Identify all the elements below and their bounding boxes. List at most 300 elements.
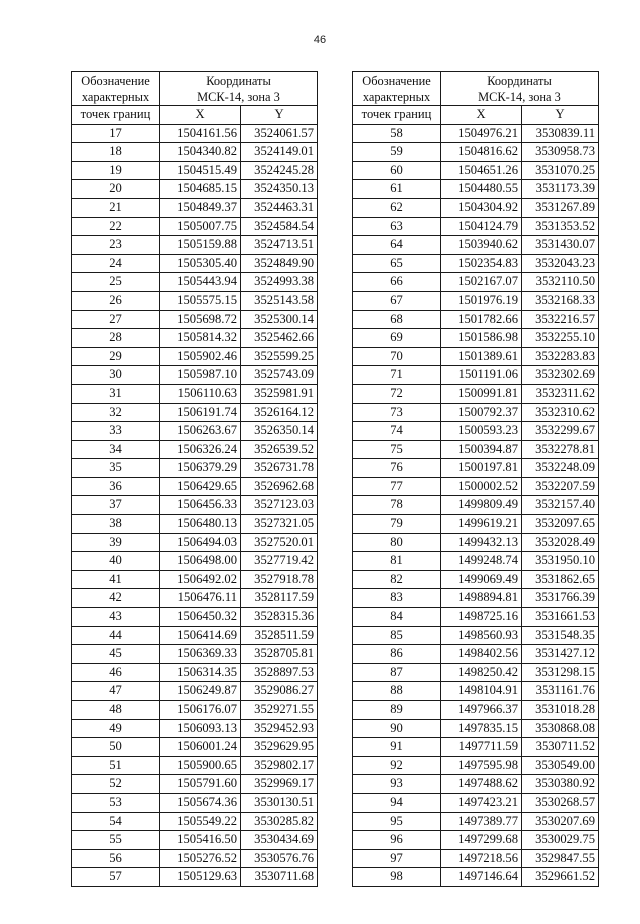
x-coordinate-cell: 1499432.13 bbox=[441, 533, 522, 552]
y-coordinate-cell: 3532207.59 bbox=[522, 477, 599, 496]
point-number-cell: 48 bbox=[72, 701, 160, 720]
point-number-cell: 55 bbox=[72, 831, 160, 850]
x-coordinate-cell: 1500197.81 bbox=[441, 459, 522, 478]
point-number-cell: 95 bbox=[353, 812, 441, 831]
point-number-cell: 47 bbox=[72, 682, 160, 701]
point-number-cell: 42 bbox=[72, 589, 160, 608]
x-coordinate-cell: 1498402.56 bbox=[441, 645, 522, 664]
table-row bbox=[72, 756, 318, 775]
x-coordinate-cell: 1504304.92 bbox=[441, 198, 522, 217]
point-number-cell: 67 bbox=[353, 291, 441, 310]
x-coordinate-cell: 1506001.24 bbox=[160, 738, 241, 757]
y-coordinate-cell: 3524061.57 bbox=[241, 124, 318, 143]
y-coordinate-cell: 3530029.75 bbox=[522, 831, 599, 850]
y-coordinate-cell: 3532278.81 bbox=[522, 440, 599, 459]
x-coordinate-cell: 1505007.75 bbox=[160, 217, 241, 236]
table-row bbox=[353, 533, 599, 552]
table-row bbox=[353, 459, 599, 478]
table-row bbox=[353, 849, 599, 868]
x-coordinate-cell: 1505902.46 bbox=[160, 347, 241, 366]
x-coordinate-cell: 1506314.35 bbox=[160, 663, 241, 682]
table-row bbox=[353, 626, 599, 645]
x-coordinate-cell: 1497423.21 bbox=[441, 793, 522, 812]
point-number-cell: 20 bbox=[72, 180, 160, 199]
x-coordinate-cell: 1504340.82 bbox=[160, 143, 241, 162]
header-y: Y bbox=[522, 106, 599, 125]
x-coordinate-cell: 1497488.62 bbox=[441, 775, 522, 794]
table-row bbox=[72, 793, 318, 812]
point-number-cell: 52 bbox=[72, 775, 160, 794]
x-coordinate-cell: 1500991.81 bbox=[441, 384, 522, 403]
x-coordinate-cell: 1506456.33 bbox=[160, 496, 241, 515]
point-number-cell: 91 bbox=[353, 738, 441, 757]
point-number-cell: 63 bbox=[353, 217, 441, 236]
y-coordinate-cell: 3529969.17 bbox=[241, 775, 318, 794]
point-number-cell: 84 bbox=[353, 608, 441, 627]
x-coordinate-cell: 1504480.55 bbox=[441, 180, 522, 199]
x-coordinate-cell: 1505305.40 bbox=[160, 254, 241, 273]
table-row bbox=[72, 217, 318, 236]
table-row bbox=[72, 589, 318, 608]
x-coordinate-cell: 1506476.11 bbox=[160, 589, 241, 608]
header-coordinates bbox=[160, 72, 318, 106]
x-coordinate-cell: 1501586.98 bbox=[441, 329, 522, 348]
table-row bbox=[353, 403, 599, 422]
header-point-line: Обозначение bbox=[81, 74, 150, 88]
table-row bbox=[353, 310, 599, 329]
table-row bbox=[353, 608, 599, 627]
y-coordinate-cell: 3531766.39 bbox=[522, 589, 599, 608]
y-coordinate-cell: 3530130.51 bbox=[241, 793, 318, 812]
point-number-cell: 75 bbox=[353, 440, 441, 459]
x-coordinate-cell: 1506480.13 bbox=[160, 515, 241, 534]
y-coordinate-cell: 3531430.07 bbox=[522, 236, 599, 255]
y-coordinate-cell: 3531267.89 bbox=[522, 198, 599, 217]
x-coordinate-cell: 1501782.66 bbox=[441, 310, 522, 329]
y-coordinate-cell: 3531548.35 bbox=[522, 626, 599, 645]
table-row bbox=[72, 701, 318, 720]
point-number-cell: 77 bbox=[353, 477, 441, 496]
point-number-cell: 66 bbox=[353, 273, 441, 292]
y-coordinate-cell: 3532283.83 bbox=[522, 347, 599, 366]
point-number-cell: 43 bbox=[72, 608, 160, 627]
y-coordinate-cell: 3531173.39 bbox=[522, 180, 599, 199]
y-coordinate-cell: 3529661.52 bbox=[522, 868, 599, 887]
x-coordinate-cell: 1498725.16 bbox=[441, 608, 522, 627]
table-row bbox=[72, 161, 318, 180]
table-row bbox=[353, 347, 599, 366]
point-number-cell: 93 bbox=[353, 775, 441, 794]
y-coordinate-cell: 3530285.82 bbox=[241, 812, 318, 831]
point-number-cell: 69 bbox=[353, 329, 441, 348]
header-coordinates-line: МСК-14, зона 3 bbox=[197, 90, 280, 104]
y-coordinate-cell: 3532216.57 bbox=[522, 310, 599, 329]
point-number-cell: 85 bbox=[353, 626, 441, 645]
point-number-cell: 82 bbox=[353, 570, 441, 589]
table-row bbox=[72, 570, 318, 589]
table-row bbox=[72, 775, 318, 794]
y-coordinate-cell: 3531070.25 bbox=[522, 161, 599, 180]
table-row bbox=[72, 626, 318, 645]
point-number-cell: 51 bbox=[72, 756, 160, 775]
point-number-cell: 25 bbox=[72, 273, 160, 292]
x-coordinate-cell: 1505987.10 bbox=[160, 366, 241, 385]
y-coordinate-cell: 3531427.12 bbox=[522, 645, 599, 664]
header-coordinates-line: МСК-14, зона 3 bbox=[478, 90, 561, 104]
table-row bbox=[353, 161, 599, 180]
point-number-cell: 60 bbox=[353, 161, 441, 180]
point-number-cell: 64 bbox=[353, 236, 441, 255]
point-number-cell: 40 bbox=[72, 552, 160, 571]
y-coordinate-cell: 3526962.68 bbox=[241, 477, 318, 496]
table-row bbox=[72, 347, 318, 366]
y-coordinate-cell: 3531018.28 bbox=[522, 701, 599, 720]
point-number-cell: 76 bbox=[353, 459, 441, 478]
y-coordinate-cell: 3524993.38 bbox=[241, 273, 318, 292]
point-number-cell: 33 bbox=[72, 422, 160, 441]
y-coordinate-cell: 3530958.73 bbox=[522, 143, 599, 162]
table-row bbox=[72, 198, 318, 217]
header-point-designation bbox=[72, 72, 160, 106]
table-row bbox=[353, 440, 599, 459]
coordinates-table-left bbox=[71, 71, 318, 887]
point-number-cell: 58 bbox=[353, 124, 441, 143]
table-row bbox=[72, 515, 318, 534]
point-number-cell: 19 bbox=[72, 161, 160, 180]
x-coordinate-cell: 1497711.59 bbox=[441, 738, 522, 757]
table-row bbox=[72, 645, 318, 664]
table-row bbox=[72, 236, 318, 255]
x-coordinate-cell: 1500593.23 bbox=[441, 422, 522, 441]
x-coordinate-cell: 1500002.52 bbox=[441, 477, 522, 496]
y-coordinate-cell: 3528511.59 bbox=[241, 626, 318, 645]
point-number-cell: 73 bbox=[353, 403, 441, 422]
table-row bbox=[72, 496, 318, 515]
x-coordinate-cell: 1502167.07 bbox=[441, 273, 522, 292]
header-coordinates-line: Координаты bbox=[206, 74, 271, 88]
y-coordinate-cell: 3531161.76 bbox=[522, 682, 599, 701]
y-coordinate-cell: 3530868.08 bbox=[522, 719, 599, 738]
point-number-cell: 86 bbox=[353, 645, 441, 664]
table-row bbox=[353, 273, 599, 292]
x-coordinate-cell: 1505900.65 bbox=[160, 756, 241, 775]
y-coordinate-cell: 3525981.91 bbox=[241, 384, 318, 403]
point-number-cell: 22 bbox=[72, 217, 160, 236]
point-number-cell: 57 bbox=[72, 868, 160, 887]
point-number-cell: 29 bbox=[72, 347, 160, 366]
table-row bbox=[353, 329, 599, 348]
table-row bbox=[72, 719, 318, 738]
x-coordinate-cell: 1504651.26 bbox=[441, 161, 522, 180]
table-row bbox=[353, 236, 599, 255]
x-coordinate-cell: 1506414.69 bbox=[160, 626, 241, 645]
x-coordinate-cell: 1506176.07 bbox=[160, 701, 241, 720]
y-coordinate-cell: 3526164.12 bbox=[241, 403, 318, 422]
table-row bbox=[72, 533, 318, 552]
point-number-cell: 80 bbox=[353, 533, 441, 552]
x-coordinate-cell: 1506379.29 bbox=[160, 459, 241, 478]
table-row bbox=[72, 831, 318, 850]
point-number-cell: 41 bbox=[72, 570, 160, 589]
y-coordinate-cell: 3524245.28 bbox=[241, 161, 318, 180]
table-row bbox=[353, 477, 599, 496]
y-coordinate-cell: 3529452.93 bbox=[241, 719, 318, 738]
x-coordinate-cell: 1498560.93 bbox=[441, 626, 522, 645]
x-coordinate-cell: 1497299.68 bbox=[441, 831, 522, 850]
table-row bbox=[72, 403, 318, 422]
header-point-designation bbox=[353, 72, 441, 106]
point-number-cell: 54 bbox=[72, 812, 160, 831]
x-coordinate-cell: 1505416.50 bbox=[160, 831, 241, 850]
header-y: Y bbox=[241, 106, 318, 125]
x-coordinate-cell: 1506263.67 bbox=[160, 422, 241, 441]
point-number-cell: 26 bbox=[72, 291, 160, 310]
y-coordinate-cell: 3524350.13 bbox=[241, 180, 318, 199]
x-coordinate-cell: 1505443.94 bbox=[160, 273, 241, 292]
table-row bbox=[353, 496, 599, 515]
table-row bbox=[72, 812, 318, 831]
y-coordinate-cell: 3532157.40 bbox=[522, 496, 599, 515]
y-coordinate-cell: 3531862.65 bbox=[522, 570, 599, 589]
y-coordinate-cell: 3531353.52 bbox=[522, 217, 599, 236]
y-coordinate-cell: 3524149.01 bbox=[241, 143, 318, 162]
point-number-cell: 87 bbox=[353, 663, 441, 682]
table-row bbox=[72, 608, 318, 627]
y-coordinate-cell: 3532310.62 bbox=[522, 403, 599, 422]
x-coordinate-cell: 1504161.56 bbox=[160, 124, 241, 143]
table-row bbox=[353, 217, 599, 236]
table-row bbox=[72, 180, 318, 199]
table-row bbox=[353, 831, 599, 850]
y-coordinate-cell: 3529629.95 bbox=[241, 738, 318, 757]
table-row bbox=[353, 663, 599, 682]
point-number-cell: 59 bbox=[353, 143, 441, 162]
table-row bbox=[72, 459, 318, 478]
y-coordinate-cell: 3524463.31 bbox=[241, 198, 318, 217]
table-row bbox=[72, 143, 318, 162]
point-number-cell: 34 bbox=[72, 440, 160, 459]
y-coordinate-cell: 3530549.00 bbox=[522, 756, 599, 775]
x-coordinate-cell: 1499809.49 bbox=[441, 496, 522, 515]
table-row bbox=[72, 849, 318, 868]
table-row bbox=[72, 868, 318, 887]
header-coordinates bbox=[441, 72, 599, 106]
x-coordinate-cell: 1500792.37 bbox=[441, 403, 522, 422]
table-row bbox=[72, 682, 318, 701]
x-coordinate-cell: 1497218.56 bbox=[441, 849, 522, 868]
point-number-cell: 72 bbox=[353, 384, 441, 403]
table-row bbox=[353, 515, 599, 534]
point-number-cell: 68 bbox=[353, 310, 441, 329]
y-coordinate-cell: 3525300.14 bbox=[241, 310, 318, 329]
y-coordinate-cell: 3532311.62 bbox=[522, 384, 599, 403]
point-number-cell: 81 bbox=[353, 552, 441, 571]
y-coordinate-cell: 3525599.25 bbox=[241, 347, 318, 366]
point-number-cell: 92 bbox=[353, 756, 441, 775]
table-row bbox=[353, 645, 599, 664]
y-coordinate-cell: 3527123.03 bbox=[241, 496, 318, 515]
x-coordinate-cell: 1497389.77 bbox=[441, 812, 522, 831]
point-number-cell: 70 bbox=[353, 347, 441, 366]
table-row bbox=[353, 868, 599, 887]
x-coordinate-cell: 1501976.19 bbox=[441, 291, 522, 310]
x-coordinate-cell: 1506429.65 bbox=[160, 477, 241, 496]
point-number-cell: 36 bbox=[72, 477, 160, 496]
x-coordinate-cell: 1505129.63 bbox=[160, 868, 241, 887]
x-coordinate-cell: 1506093.13 bbox=[160, 719, 241, 738]
x-coordinate-cell: 1506494.03 bbox=[160, 533, 241, 552]
table-body bbox=[72, 124, 318, 886]
point-number-cell: 32 bbox=[72, 403, 160, 422]
x-coordinate-cell: 1497835.15 bbox=[441, 719, 522, 738]
point-number-cell: 28 bbox=[72, 329, 160, 348]
x-coordinate-cell: 1505549.22 bbox=[160, 812, 241, 831]
point-number-cell: 83 bbox=[353, 589, 441, 608]
point-number-cell: 90 bbox=[353, 719, 441, 738]
x-coordinate-cell: 1497146.64 bbox=[441, 868, 522, 887]
table-row bbox=[353, 719, 599, 738]
point-number-cell: 30 bbox=[72, 366, 160, 385]
y-coordinate-cell: 3532168.33 bbox=[522, 291, 599, 310]
x-coordinate-cell: 1501191.06 bbox=[441, 366, 522, 385]
x-coordinate-cell: 1505791.60 bbox=[160, 775, 241, 794]
table-row bbox=[353, 738, 599, 757]
y-coordinate-cell: 3527520.01 bbox=[241, 533, 318, 552]
point-number-cell: 96 bbox=[353, 831, 441, 850]
header-coordinates-line: Координаты bbox=[487, 74, 552, 88]
x-coordinate-cell: 1503940.62 bbox=[441, 236, 522, 255]
y-coordinate-cell: 3528315.36 bbox=[241, 608, 318, 627]
y-coordinate-cell: 3531298.15 bbox=[522, 663, 599, 682]
y-coordinate-cell: 3525743.09 bbox=[241, 366, 318, 385]
x-coordinate-cell: 1502354.83 bbox=[441, 254, 522, 273]
header-point-line: характерных bbox=[81, 90, 150, 104]
y-coordinate-cell: 3526731.78 bbox=[241, 459, 318, 478]
y-coordinate-cell: 3527719.42 bbox=[241, 552, 318, 571]
y-coordinate-cell: 3528117.59 bbox=[241, 589, 318, 608]
x-coordinate-cell: 1505814.32 bbox=[160, 329, 241, 348]
y-coordinate-cell: 3532302.69 bbox=[522, 366, 599, 385]
y-coordinate-cell: 3530839.11 bbox=[522, 124, 599, 143]
y-coordinate-cell: 3529271.55 bbox=[241, 701, 318, 720]
point-number-cell: 31 bbox=[72, 384, 160, 403]
y-coordinate-cell: 3529802.17 bbox=[241, 756, 318, 775]
header-point-line: Обозначение bbox=[362, 74, 431, 88]
table-row bbox=[353, 422, 599, 441]
table-body bbox=[353, 124, 599, 886]
x-coordinate-cell: 1505276.52 bbox=[160, 849, 241, 868]
y-coordinate-cell: 3528705.81 bbox=[241, 645, 318, 664]
table-row bbox=[353, 143, 599, 162]
page-number: 46 bbox=[313, 34, 327, 46]
x-coordinate-cell: 1499248.74 bbox=[441, 552, 522, 571]
point-number-cell: 97 bbox=[353, 849, 441, 868]
table-row bbox=[353, 812, 599, 831]
x-coordinate-cell: 1505698.72 bbox=[160, 310, 241, 329]
y-coordinate-cell: 3526350.14 bbox=[241, 422, 318, 441]
y-coordinate-cell: 3524713.51 bbox=[241, 236, 318, 255]
y-coordinate-cell: 3530207.69 bbox=[522, 812, 599, 831]
point-number-cell: 56 bbox=[72, 849, 160, 868]
y-coordinate-cell: 3527321.05 bbox=[241, 515, 318, 534]
table-row bbox=[353, 756, 599, 775]
point-number-cell: 27 bbox=[72, 310, 160, 329]
x-coordinate-cell: 1505575.15 bbox=[160, 291, 241, 310]
y-coordinate-cell: 3531950.10 bbox=[522, 552, 599, 571]
point-number-cell: 65 bbox=[353, 254, 441, 273]
point-number-cell: 78 bbox=[353, 496, 441, 515]
x-coordinate-cell: 1497966.37 bbox=[441, 701, 522, 720]
header-point-line: характерных bbox=[362, 90, 431, 104]
y-coordinate-cell: 3526539.52 bbox=[241, 440, 318, 459]
point-number-cell: 18 bbox=[72, 143, 160, 162]
table-row bbox=[72, 663, 318, 682]
x-coordinate-cell: 1504816.62 bbox=[441, 143, 522, 162]
y-coordinate-cell: 3532248.09 bbox=[522, 459, 599, 478]
point-number-cell: 17 bbox=[72, 124, 160, 143]
x-coordinate-cell: 1504515.49 bbox=[160, 161, 241, 180]
point-number-cell: 79 bbox=[353, 515, 441, 534]
x-coordinate-cell: 1500394.87 bbox=[441, 440, 522, 459]
x-coordinate-cell: 1497595.98 bbox=[441, 756, 522, 775]
x-coordinate-cell: 1504976.21 bbox=[441, 124, 522, 143]
point-number-cell: 74 bbox=[353, 422, 441, 441]
table-row bbox=[353, 198, 599, 217]
header-point-line: точек границ bbox=[353, 106, 441, 125]
table-row bbox=[72, 477, 318, 496]
y-coordinate-cell: 3530380.92 bbox=[522, 775, 599, 794]
table-row bbox=[72, 552, 318, 571]
table-row bbox=[353, 124, 599, 143]
y-coordinate-cell: 3529847.55 bbox=[522, 849, 599, 868]
point-number-cell: 38 bbox=[72, 515, 160, 534]
y-coordinate-cell: 3524584.54 bbox=[241, 217, 318, 236]
x-coordinate-cell: 1498250.42 bbox=[441, 663, 522, 682]
table-row bbox=[353, 254, 599, 273]
table-row bbox=[353, 682, 599, 701]
y-coordinate-cell: 3532043.23 bbox=[522, 254, 599, 273]
point-number-cell: 49 bbox=[72, 719, 160, 738]
x-coordinate-cell: 1504849.37 bbox=[160, 198, 241, 217]
point-number-cell: 53 bbox=[72, 793, 160, 812]
point-number-cell: 89 bbox=[353, 701, 441, 720]
y-coordinate-cell: 3532097.65 bbox=[522, 515, 599, 534]
y-coordinate-cell: 3525462.66 bbox=[241, 329, 318, 348]
x-coordinate-cell: 1506326.24 bbox=[160, 440, 241, 459]
table-row bbox=[72, 273, 318, 292]
table-row bbox=[72, 329, 318, 348]
table-row bbox=[72, 366, 318, 385]
x-coordinate-cell: 1506498.00 bbox=[160, 552, 241, 571]
x-coordinate-cell: 1498104.91 bbox=[441, 682, 522, 701]
point-number-cell: 35 bbox=[72, 459, 160, 478]
table-row bbox=[72, 738, 318, 757]
table-row bbox=[353, 384, 599, 403]
x-coordinate-cell: 1506369.33 bbox=[160, 645, 241, 664]
table-row bbox=[353, 775, 599, 794]
table-row bbox=[353, 701, 599, 720]
table-row bbox=[72, 310, 318, 329]
point-number-cell: 61 bbox=[353, 180, 441, 199]
y-coordinate-cell: 3532299.67 bbox=[522, 422, 599, 441]
x-coordinate-cell: 1504124.79 bbox=[441, 217, 522, 236]
table-row bbox=[353, 552, 599, 571]
x-coordinate-cell: 1506249.87 bbox=[160, 682, 241, 701]
y-coordinate-cell: 3529086.27 bbox=[241, 682, 318, 701]
y-coordinate-cell: 3532028.49 bbox=[522, 533, 599, 552]
x-coordinate-cell: 1506191.74 bbox=[160, 403, 241, 422]
x-coordinate-cell: 1506110.63 bbox=[160, 384, 241, 403]
